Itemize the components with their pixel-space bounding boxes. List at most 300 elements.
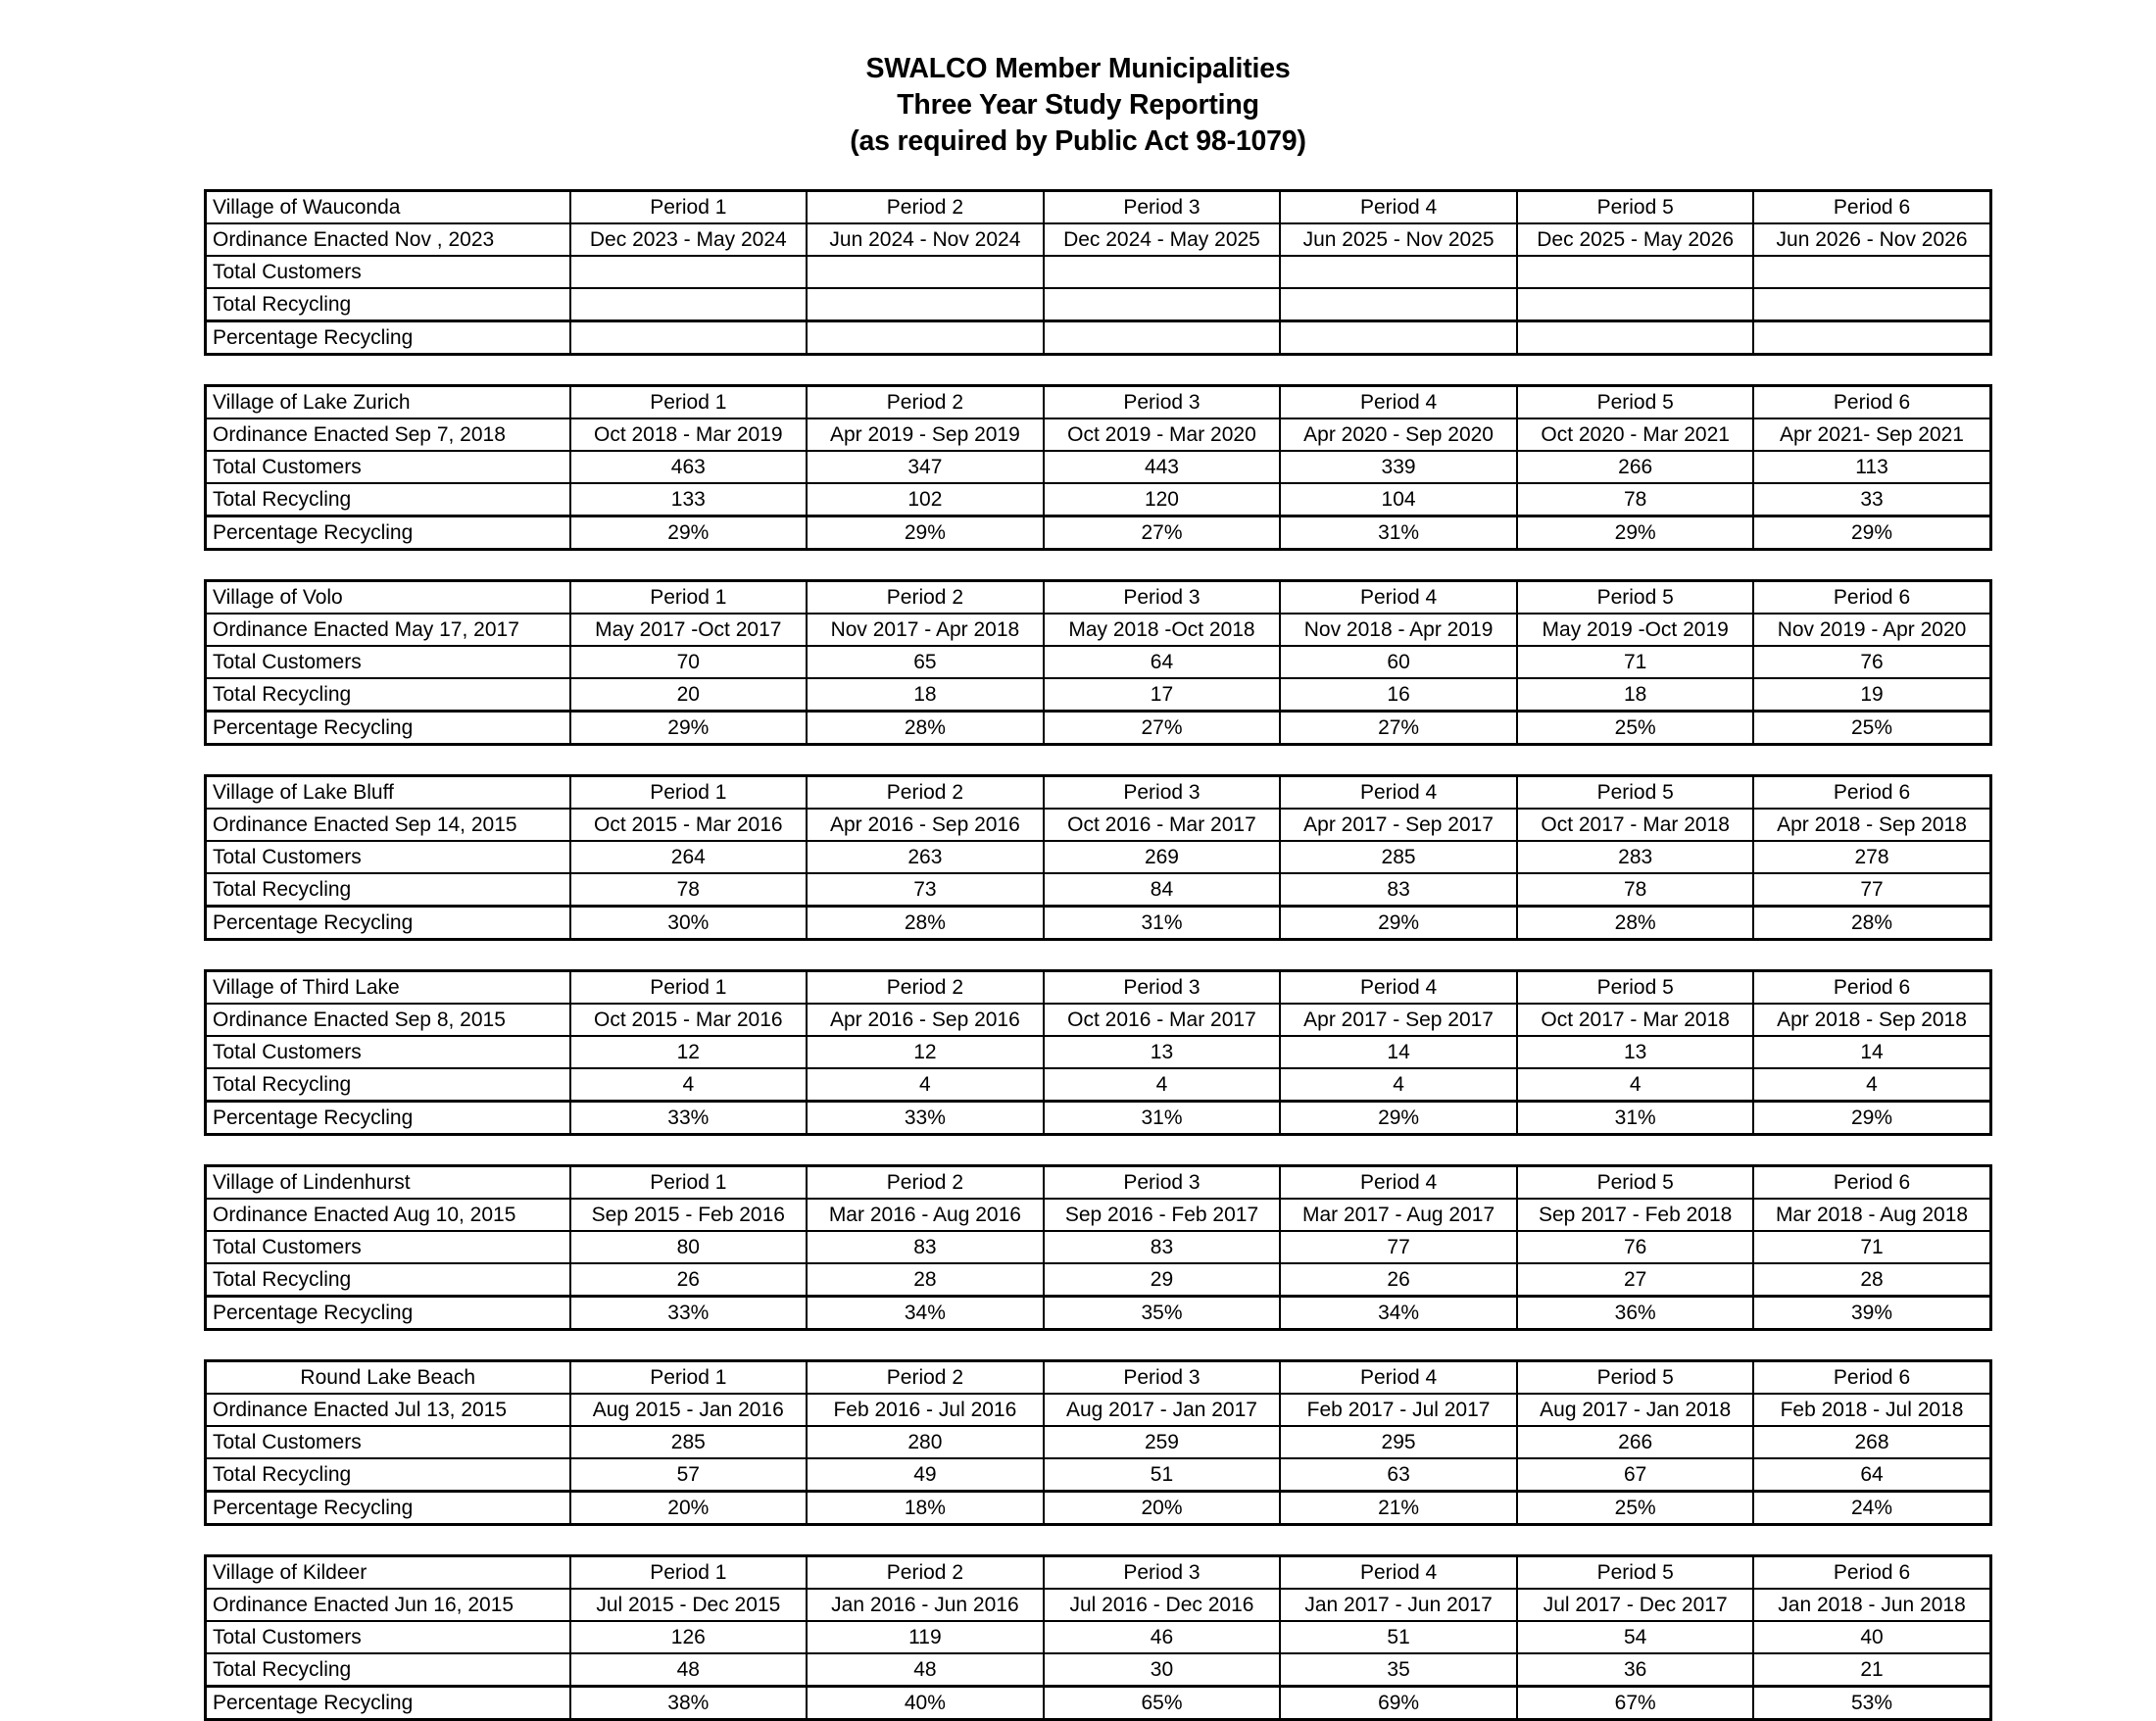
- table-row: [206, 1458, 1991, 1492]
- row-label-total-recycling: Total Recycling: [206, 678, 570, 712]
- period-header: Period 6: [1753, 386, 1990, 419]
- period-date-range: Apr 2016 - Sep 2016: [807, 809, 1044, 841]
- municipality-name: Village of Lake Zurich: [206, 386, 570, 419]
- total-recycling-value: 4: [1280, 1068, 1517, 1102]
- percentage-recycling-value: 28%: [1753, 907, 1990, 940]
- percentage-recycling-value: 36%: [1517, 1297, 1754, 1330]
- period-header: Period 5: [1517, 776, 1754, 810]
- total-recycling-value: [807, 288, 1044, 321]
- municipality-table: [204, 1554, 1992, 1721]
- total-recycling-value: 48: [807, 1653, 1044, 1687]
- municipality-table: [204, 969, 1992, 1136]
- title-line-1: SWALCO Member Municipalities: [865, 53, 1291, 84]
- total-customers-value: 269: [1044, 841, 1281, 873]
- percentage-recycling-value: 31%: [1044, 907, 1281, 940]
- row-label-percentage-recycling: Percentage Recycling: [206, 516, 570, 550]
- percentage-recycling-value: 29%: [570, 712, 808, 745]
- total-customers-value: 40: [1753, 1621, 1990, 1653]
- table-row: [206, 712, 1991, 745]
- total-recycling-value: 30: [1044, 1653, 1281, 1687]
- total-customers-value: 266: [1517, 1426, 1754, 1458]
- period-date-range: Jul 2016 - Dec 2016: [1044, 1589, 1281, 1621]
- period-header: Period 2: [807, 386, 1044, 419]
- percentage-recycling-value: 25%: [1753, 712, 1990, 745]
- percentage-recycling-value: [1044, 321, 1281, 355]
- period-header: Period 4: [1280, 1166, 1517, 1200]
- percentage-recycling-value: 40%: [807, 1687, 1044, 1720]
- period-header: Period 2: [807, 191, 1044, 224]
- period-date-range: May 2019 -Oct 2019: [1517, 614, 1754, 646]
- percentage-recycling-value: 33%: [570, 1297, 808, 1330]
- row-label-total-recycling: Total Recycling: [206, 1458, 570, 1492]
- table-row: [206, 1297, 1991, 1330]
- table-row: [206, 1166, 1991, 1200]
- total-recycling-value: 26: [1280, 1263, 1517, 1297]
- total-recycling-value: 84: [1044, 873, 1281, 907]
- total-recycling-value: 18: [807, 678, 1044, 712]
- total-customers-value: 12: [807, 1036, 1044, 1068]
- row-label-total-recycling: Total Recycling: [206, 1263, 570, 1297]
- total-customers-value: 70: [570, 646, 808, 678]
- period-header: Period 6: [1753, 191, 1990, 224]
- period-date-range: Sep 2015 - Feb 2016: [570, 1199, 808, 1231]
- table-row: [206, 321, 1991, 355]
- period-header: Period 1: [570, 1556, 808, 1590]
- total-recycling-value: 36: [1517, 1653, 1754, 1687]
- ordinance-enacted: Ordinance Enacted Sep 14, 2015: [206, 809, 570, 841]
- period-header: Period 3: [1044, 191, 1281, 224]
- total-recycling-value: 26: [570, 1263, 808, 1297]
- municipality-table: [204, 579, 1992, 746]
- total-customers-value: 71: [1517, 646, 1754, 678]
- municipality-name: Village of Kildeer: [206, 1556, 570, 1590]
- period-date-range: Jul 2015 - Dec 2015: [570, 1589, 808, 1621]
- table-row: [206, 191, 1991, 224]
- row-label-total-customers: Total Customers: [206, 1231, 570, 1263]
- period-date-range: Jun 2024 - Nov 2024: [807, 223, 1044, 256]
- table-row: [206, 1687, 1991, 1720]
- total-customers-value: 14: [1280, 1036, 1517, 1068]
- ordinance-enacted: Ordinance Enacted Sep 7, 2018: [206, 418, 570, 451]
- total-customers-value: 339: [1280, 451, 1517, 483]
- percentage-recycling-value: 65%: [1044, 1687, 1281, 1720]
- table-row: [206, 1102, 1991, 1135]
- period-date-range: Oct 2015 - Mar 2016: [570, 1004, 808, 1036]
- ordinance-enacted: Ordinance Enacted Aug 10, 2015: [206, 1199, 570, 1231]
- table-row: [206, 288, 1991, 321]
- table-row: [206, 418, 1991, 451]
- percentage-recycling-value: 27%: [1280, 712, 1517, 745]
- percentage-recycling-value: 20%: [1044, 1492, 1281, 1525]
- period-date-range: Dec 2024 - May 2025: [1044, 223, 1281, 256]
- period-header: Period 2: [807, 776, 1044, 810]
- total-recycling-value: 63: [1280, 1458, 1517, 1492]
- period-date-range: Mar 2017 - Aug 2017: [1280, 1199, 1517, 1231]
- table-row: [206, 1231, 1991, 1263]
- percentage-recycling-value: 27%: [1044, 516, 1281, 550]
- table-row: [206, 614, 1991, 646]
- total-customers-value: 77: [1280, 1231, 1517, 1263]
- period-header: Period 2: [807, 1556, 1044, 1590]
- table-row: [206, 223, 1991, 256]
- total-customers-value: [1280, 256, 1517, 288]
- total-recycling-value: 19: [1753, 678, 1990, 712]
- municipality-name: Village of Wauconda: [206, 191, 570, 224]
- row-label-percentage-recycling: Percentage Recycling: [206, 1687, 570, 1720]
- total-recycling-value: [1517, 288, 1754, 321]
- period-date-range: Jul 2017 - Dec 2017: [1517, 1589, 1754, 1621]
- percentage-recycling-value: [1280, 321, 1517, 355]
- total-recycling-value: 35: [1280, 1653, 1517, 1687]
- row-label-total-customers: Total Customers: [206, 256, 570, 288]
- total-recycling-value: [1280, 288, 1517, 321]
- period-date-range: Apr 2018 - Sep 2018: [1753, 1004, 1990, 1036]
- ordinance-enacted: Ordinance Enacted Jun 16, 2015: [206, 1589, 570, 1621]
- table-row: [206, 256, 1991, 288]
- period-date-range: Sep 2017 - Feb 2018: [1517, 1199, 1754, 1231]
- percentage-recycling-value: 34%: [1280, 1297, 1517, 1330]
- municipality-table: [204, 384, 1992, 551]
- percentage-recycling-value: 33%: [807, 1102, 1044, 1135]
- period-date-range: Aug 2017 - Jan 2017: [1044, 1394, 1281, 1426]
- period-date-range: Apr 2017 - Sep 2017: [1280, 1004, 1517, 1036]
- municipality-name: Village of Lake Bluff: [206, 776, 570, 810]
- table-row: [206, 776, 1991, 810]
- period-date-range: May 2017 -Oct 2017: [570, 614, 808, 646]
- period-date-range: Mar 2018 - Aug 2018: [1753, 1199, 1990, 1231]
- table-row: [206, 1621, 1991, 1653]
- table-row: [206, 581, 1991, 615]
- total-customers-value: 71: [1753, 1231, 1990, 1263]
- total-customers-value: 13: [1044, 1036, 1281, 1068]
- period-date-range: Oct 2017 - Mar 2018: [1517, 1004, 1754, 1036]
- percentage-recycling-value: 38%: [570, 1687, 808, 1720]
- total-recycling-value: 120: [1044, 483, 1281, 516]
- total-recycling-value: [1044, 288, 1281, 321]
- period-date-range: Apr 2019 - Sep 2019: [807, 418, 1044, 451]
- table-row: [206, 907, 1991, 940]
- percentage-recycling-value: 29%: [1517, 516, 1754, 550]
- percentage-recycling-value: 21%: [1280, 1492, 1517, 1525]
- row-label-percentage-recycling: Percentage Recycling: [206, 321, 570, 355]
- period-header: Period 3: [1044, 386, 1281, 419]
- total-recycling-value: 4: [807, 1068, 1044, 1102]
- total-recycling-value: 102: [807, 483, 1044, 516]
- row-label-percentage-recycling: Percentage Recycling: [206, 712, 570, 745]
- total-customers-value: 347: [807, 451, 1044, 483]
- ordinance-enacted: Ordinance Enacted Nov , 2023: [206, 223, 570, 256]
- percentage-recycling-value: 33%: [570, 1102, 808, 1135]
- total-customers-value: 280: [807, 1426, 1044, 1458]
- total-customers-value: [1517, 256, 1754, 288]
- municipality-name: Village of Volo: [206, 581, 570, 615]
- period-header: Period 2: [807, 1166, 1044, 1200]
- row-label-percentage-recycling: Percentage Recycling: [206, 1297, 570, 1330]
- total-recycling-value: 78: [1517, 873, 1754, 907]
- period-date-range: Apr 2021- Sep 2021: [1753, 418, 1990, 451]
- total-recycling-value: 78: [1517, 483, 1754, 516]
- percentage-recycling-value: 29%: [1753, 516, 1990, 550]
- total-customers-value: 13: [1517, 1036, 1754, 1068]
- row-label-percentage-recycling: Percentage Recycling: [206, 1102, 570, 1135]
- period-header: Period 4: [1280, 776, 1517, 810]
- total-recycling-value: [570, 288, 808, 321]
- percentage-recycling-value: 20%: [570, 1492, 808, 1525]
- table-row: [206, 1361, 1991, 1395]
- total-recycling-value: 73: [807, 873, 1044, 907]
- percentage-recycling-value: 24%: [1753, 1492, 1990, 1525]
- row-label-percentage-recycling: Percentage Recycling: [206, 1492, 570, 1525]
- total-customers-value: 264: [570, 841, 808, 873]
- total-customers-value: [570, 256, 808, 288]
- period-header: Period 4: [1280, 191, 1517, 224]
- total-customers-value: 259: [1044, 1426, 1281, 1458]
- total-customers-value: 285: [570, 1426, 808, 1458]
- period-header: Period 3: [1044, 1556, 1281, 1590]
- table-row: [206, 1068, 1991, 1102]
- total-recycling-value: 4: [570, 1068, 808, 1102]
- total-customers-value: 80: [570, 1231, 808, 1263]
- municipality-name: Village of Lindenhurst: [206, 1166, 570, 1200]
- percentage-recycling-value: 69%: [1280, 1687, 1517, 1720]
- period-date-range: Oct 2015 - Mar 2016: [570, 809, 808, 841]
- row-label-total-customers: Total Customers: [206, 451, 570, 483]
- period-date-range: Oct 2019 - Mar 2020: [1044, 418, 1281, 451]
- period-header: Period 2: [807, 581, 1044, 615]
- row-label-total-customers: Total Customers: [206, 1036, 570, 1068]
- period-date-range: Oct 2020 - Mar 2021: [1517, 418, 1754, 451]
- period-date-range: Jan 2016 - Jun 2016: [807, 1589, 1044, 1621]
- percentage-recycling-value: 27%: [1044, 712, 1281, 745]
- municipality-table: [204, 189, 1992, 356]
- period-header: Period 5: [1517, 1556, 1754, 1590]
- period-header: Period 3: [1044, 1166, 1281, 1200]
- percentage-recycling-value: 28%: [1517, 907, 1754, 940]
- table-row: [206, 1589, 1991, 1621]
- total-recycling-value: 18: [1517, 678, 1754, 712]
- table-row: [206, 1036, 1991, 1068]
- total-customers-value: 263: [807, 841, 1044, 873]
- period-header: Period 4: [1280, 386, 1517, 419]
- percentage-recycling-value: 18%: [807, 1492, 1044, 1525]
- percentage-recycling-value: 29%: [807, 516, 1044, 550]
- percentage-recycling-value: [1517, 321, 1754, 355]
- period-header: Period 6: [1753, 1556, 1990, 1590]
- total-recycling-value: 133: [570, 483, 808, 516]
- table-row: [206, 386, 1991, 419]
- table-row: [206, 1004, 1991, 1036]
- percentage-recycling-value: 31%: [1280, 516, 1517, 550]
- total-recycling-value: 4: [1517, 1068, 1754, 1102]
- period-header: Period 6: [1753, 1361, 1990, 1395]
- table-row: [206, 971, 1991, 1005]
- municipality-table: [204, 1359, 1992, 1526]
- title-line-3: (as required by Public Act 98-1079): [850, 125, 1306, 157]
- table-row: [206, 483, 1991, 516]
- percentage-recycling-value: 31%: [1044, 1102, 1281, 1135]
- period-header: Period 4: [1280, 1556, 1517, 1590]
- row-label-total-recycling: Total Recycling: [206, 288, 570, 321]
- total-customers-value: [807, 256, 1044, 288]
- period-date-range: Dec 2025 - May 2026: [1517, 223, 1754, 256]
- period-header: Period 1: [570, 1361, 808, 1395]
- period-date-range: Jan 2018 - Jun 2018: [1753, 1589, 1990, 1621]
- total-recycling-value: [1753, 288, 1990, 321]
- period-date-range: Apr 2018 - Sep 2018: [1753, 809, 1990, 841]
- period-header: Period 6: [1753, 776, 1990, 810]
- total-recycling-value: 64: [1753, 1458, 1990, 1492]
- period-date-range: Sep 2016 - Feb 2017: [1044, 1199, 1281, 1231]
- period-date-range: Jun 2025 - Nov 2025: [1280, 223, 1517, 256]
- total-recycling-value: 78: [570, 873, 808, 907]
- total-customers-value: 51: [1280, 1621, 1517, 1653]
- period-header: Period 4: [1280, 581, 1517, 615]
- total-recycling-value: 83: [1280, 873, 1517, 907]
- percentage-recycling-value: 29%: [1280, 1102, 1517, 1135]
- total-recycling-value: 77: [1753, 873, 1990, 907]
- row-label-total-recycling: Total Recycling: [206, 873, 570, 907]
- period-date-range: Feb 2018 - Jul 2018: [1753, 1394, 1990, 1426]
- table-row: [206, 646, 1991, 678]
- document-title: [0, 0, 2156, 160]
- total-recycling-value: 33: [1753, 483, 1990, 516]
- period-header: Period 6: [1753, 581, 1990, 615]
- period-header: Period 6: [1753, 971, 1990, 1005]
- period-date-range: Nov 2018 - Apr 2019: [1280, 614, 1517, 646]
- period-date-range: Oct 2018 - Mar 2019: [570, 418, 808, 451]
- period-header: Period 3: [1044, 581, 1281, 615]
- total-recycling-value: 27: [1517, 1263, 1754, 1297]
- percentage-recycling-value: 39%: [1753, 1297, 1990, 1330]
- total-customers-value: 83: [1044, 1231, 1281, 1263]
- municipality-name: Village of Third Lake: [206, 971, 570, 1005]
- percentage-recycling-value: [807, 321, 1044, 355]
- percentage-recycling-value: 28%: [807, 712, 1044, 745]
- total-customers-value: [1753, 256, 1990, 288]
- total-recycling-value: 28: [1753, 1263, 1990, 1297]
- total-customers-value: 65: [807, 646, 1044, 678]
- percentage-recycling-value: [1753, 321, 1990, 355]
- total-customers-value: [1044, 256, 1281, 288]
- period-date-range: Feb 2016 - Jul 2016: [807, 1394, 1044, 1426]
- period-header: Period 1: [570, 971, 808, 1005]
- period-header: Period 2: [807, 971, 1044, 1005]
- period-header: Period 5: [1517, 581, 1754, 615]
- total-customers-value: 54: [1517, 1621, 1754, 1653]
- row-label-total-recycling: Total Recycling: [206, 483, 570, 516]
- period-header: Period 6: [1753, 1166, 1990, 1200]
- total-customers-value: 285: [1280, 841, 1517, 873]
- total-customers-value: 83: [807, 1231, 1044, 1263]
- table-row: [206, 1426, 1991, 1458]
- table-row: [206, 1394, 1991, 1426]
- period-date-range: May 2018 -Oct 2018: [1044, 614, 1281, 646]
- period-header: Period 1: [570, 581, 808, 615]
- total-customers-value: 46: [1044, 1621, 1281, 1653]
- total-recycling-value: 51: [1044, 1458, 1281, 1492]
- percentage-recycling-value: 29%: [570, 516, 808, 550]
- total-customers-value: 266: [1517, 451, 1754, 483]
- period-header: Period 3: [1044, 971, 1281, 1005]
- percentage-recycling-value: 34%: [807, 1297, 1044, 1330]
- total-customers-value: 64: [1044, 646, 1281, 678]
- ordinance-enacted: Ordinance Enacted Sep 8, 2015: [206, 1004, 570, 1036]
- row-label-total-customers: Total Customers: [206, 646, 570, 678]
- total-customers-value: 12: [570, 1036, 808, 1068]
- total-customers-value: 113: [1753, 451, 1990, 483]
- table-row: [206, 1263, 1991, 1297]
- total-recycling-value: 49: [807, 1458, 1044, 1492]
- total-recycling-value: 29: [1044, 1263, 1281, 1297]
- percentage-recycling-value: 30%: [570, 907, 808, 940]
- table-row: [206, 873, 1991, 907]
- percentage-recycling-value: [570, 321, 808, 355]
- row-label-total-recycling: Total Recycling: [206, 1068, 570, 1102]
- municipality-table: [204, 774, 1992, 941]
- period-date-range: Oct 2016 - Mar 2017: [1044, 809, 1281, 841]
- total-recycling-value: 67: [1517, 1458, 1754, 1492]
- period-date-range: Mar 2016 - Aug 2016: [807, 1199, 1044, 1231]
- percentage-recycling-value: 25%: [1517, 1492, 1754, 1525]
- period-date-range: Oct 2016 - Mar 2017: [1044, 1004, 1281, 1036]
- period-date-range: Jan 2017 - Jun 2017: [1280, 1589, 1517, 1621]
- period-header: Period 5: [1517, 191, 1754, 224]
- total-recycling-value: 57: [570, 1458, 808, 1492]
- total-recycling-value: 104: [1280, 483, 1517, 516]
- period-header: Period 5: [1517, 386, 1754, 419]
- table-row: [206, 516, 1991, 550]
- percentage-recycling-value: 28%: [807, 907, 1044, 940]
- table-row: [206, 1556, 1991, 1590]
- percentage-recycling-value: 31%: [1517, 1102, 1754, 1135]
- municipality-name: Round Lake Beach: [206, 1361, 570, 1395]
- period-header: Period 1: [570, 776, 808, 810]
- total-customers-value: 283: [1517, 841, 1754, 873]
- total-customers-value: 126: [570, 1621, 808, 1653]
- percentage-recycling-value: 53%: [1753, 1687, 1990, 1720]
- title-line-2: Three Year Study Reporting: [897, 89, 1259, 121]
- row-label-percentage-recycling: Percentage Recycling: [206, 907, 570, 940]
- row-label-total-customers: Total Customers: [206, 1426, 570, 1458]
- period-date-range: Feb 2017 - Jul 2017: [1280, 1394, 1517, 1426]
- period-date-range: Dec 2023 - May 2024: [570, 223, 808, 256]
- total-recycling-value: 28: [807, 1263, 1044, 1297]
- table-row: [206, 841, 1991, 873]
- total-customers-value: 76: [1517, 1231, 1754, 1263]
- row-label-total-recycling: Total Recycling: [206, 1653, 570, 1687]
- percentage-recycling-value: 29%: [1280, 907, 1517, 940]
- period-date-range: Nov 2019 - Apr 2020: [1753, 614, 1990, 646]
- ordinance-enacted: Ordinance Enacted Jul 13, 2015: [206, 1394, 570, 1426]
- row-label-total-customers: Total Customers: [206, 1621, 570, 1653]
- percentage-recycling-value: 67%: [1517, 1687, 1754, 1720]
- total-customers-value: 278: [1753, 841, 1990, 873]
- period-header: Period 2: [807, 1361, 1044, 1395]
- period-header: Period 5: [1517, 1166, 1754, 1200]
- total-recycling-value: 20: [570, 678, 808, 712]
- period-date-range: Nov 2017 - Apr 2018: [807, 614, 1044, 646]
- total-recycling-value: 21: [1753, 1653, 1990, 1687]
- period-date-range: Oct 2017 - Mar 2018: [1517, 809, 1754, 841]
- period-date-range: Jun 2026 - Nov 2026: [1753, 223, 1990, 256]
- total-recycling-value: 4: [1753, 1068, 1990, 1102]
- period-date-range: Apr 2020 - Sep 2020: [1280, 418, 1517, 451]
- period-date-range: Apr 2017 - Sep 2017: [1280, 809, 1517, 841]
- total-recycling-value: 17: [1044, 678, 1281, 712]
- table-row: [206, 1653, 1991, 1687]
- total-customers-value: 443: [1044, 451, 1281, 483]
- total-recycling-value: 4: [1044, 1068, 1281, 1102]
